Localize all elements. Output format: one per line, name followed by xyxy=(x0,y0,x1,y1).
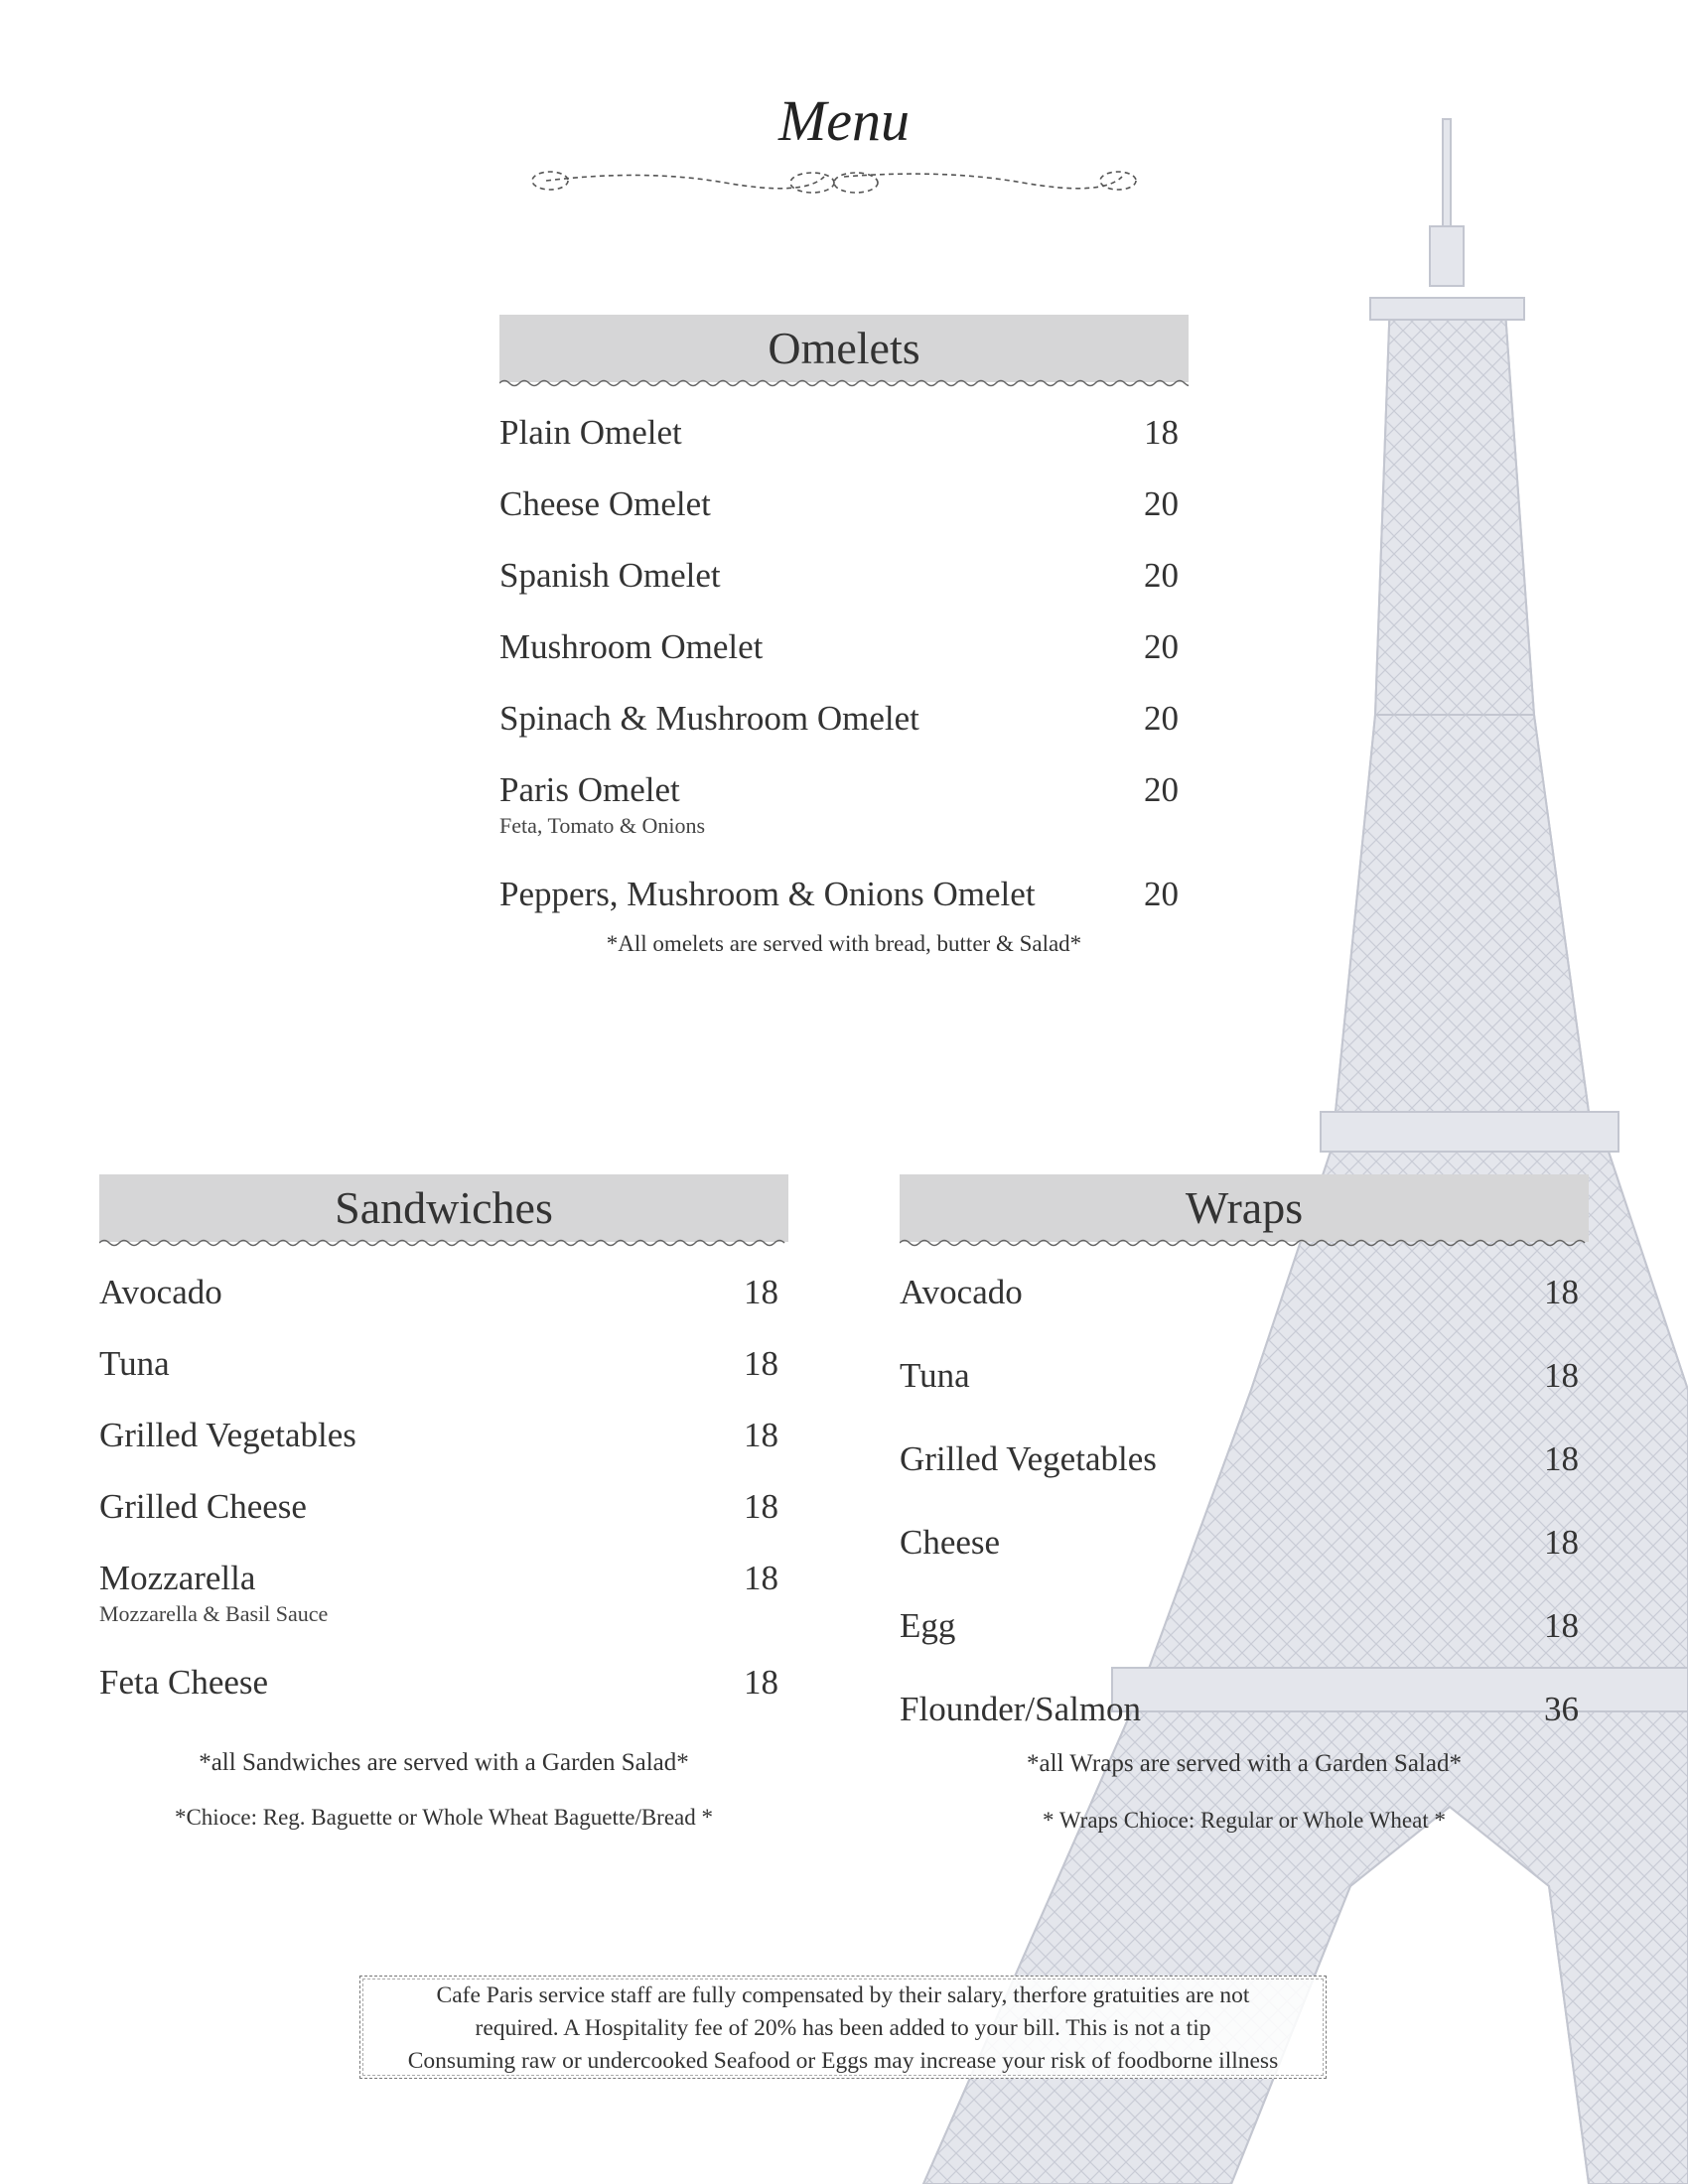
flourish-divider xyxy=(526,159,1142,199)
wavy-edge xyxy=(99,1239,788,1249)
menu-item xyxy=(99,1662,788,1749)
item-name: Mushroom Omelet xyxy=(499,627,764,666)
menu-item xyxy=(499,555,1189,626)
item-name: Grilled Vegetables xyxy=(900,1439,1157,1478)
menu-item xyxy=(900,1689,1589,1750)
menu-item xyxy=(900,1522,1589,1605)
item-name: Feta Cheese xyxy=(99,1663,269,1702)
wavy-edge xyxy=(499,379,1189,389)
item-name: Avocado xyxy=(900,1273,1023,1311)
wraps-section xyxy=(900,1174,1589,1834)
item-price: 18 xyxy=(1544,1523,1579,1562)
menu-item xyxy=(99,1343,788,1415)
menu-item xyxy=(900,1605,1589,1689)
item-description: Feta, Tomato & Onions xyxy=(499,813,706,838)
item-price: 18 xyxy=(1544,1439,1579,1478)
wavy-edge xyxy=(900,1239,1589,1249)
wraps-choice-note: * Wraps Chioce: Regular or Whole Wheat * xyxy=(1043,1808,1446,1833)
item-name: Mozzarella xyxy=(99,1559,256,1597)
item-description: Mozzarella & Basil Sauce xyxy=(99,1601,329,1626)
item-price: 18 xyxy=(1544,1606,1579,1645)
item-price: 20 xyxy=(1144,875,1179,913)
item-name: Grilled Cheese xyxy=(99,1487,307,1526)
menu-item xyxy=(900,1355,1589,1438)
item-name: Plain Omelet xyxy=(499,413,682,452)
item-name: Grilled Vegetables xyxy=(99,1416,356,1454)
item-name: Paris Omelet xyxy=(499,770,680,809)
item-price: 20 xyxy=(1144,770,1179,809)
item-name: Tuna xyxy=(99,1344,170,1383)
item-name: Cheese xyxy=(900,1523,1001,1562)
item-name: Tuna xyxy=(900,1356,970,1395)
item-price: 36 xyxy=(1544,1690,1579,1728)
disclaimer-line: Cafe Paris service staff are fully compensated by their salary, therfore gratuities are not xyxy=(436,1982,1250,2008)
menu-item xyxy=(499,769,1189,874)
menu-item xyxy=(499,874,1189,931)
item-price: 18 xyxy=(1544,1273,1579,1311)
wraps-banner xyxy=(900,1174,1589,1242)
item-price: 18 xyxy=(744,1559,778,1597)
item-price: 20 xyxy=(1144,556,1179,595)
omelets-note: *All omelets are served with bread, butter & Salad* xyxy=(606,931,1082,956)
sandwiches-bread-note: *Chioce: Reg. Baguette or Whole Wheat Baguette/Bread * xyxy=(174,1805,714,1830)
wraps-note: *all Wraps are served with a Garden Salad* xyxy=(1027,1750,1462,1777)
omelets-section xyxy=(499,315,1189,957)
item-price: 20 xyxy=(1144,627,1179,666)
menu-item xyxy=(99,1272,788,1343)
item-price: 18 xyxy=(1544,1356,1579,1395)
sandwiches-heading: Sandwiches xyxy=(335,1182,553,1233)
menu-item xyxy=(99,1415,788,1486)
menu-item xyxy=(99,1558,788,1662)
item-name: Cheese Omelet xyxy=(499,484,711,523)
item-name: Flounder/Salmon xyxy=(900,1690,1142,1728)
menu-item xyxy=(499,698,1189,769)
sandwiches-note: *all Sandwiches are served with a Garden Salad* xyxy=(199,1749,689,1776)
menu-item xyxy=(499,626,1189,698)
item-price: 18 xyxy=(1144,413,1179,452)
item-price: 18 xyxy=(744,1663,778,1702)
page-title: Menu xyxy=(777,88,911,153)
disclaimer-line: Consuming raw or undercooked Seafood or Eggs may increase your risk of foodborne illness xyxy=(407,2048,1279,2074)
item-price: 18 xyxy=(744,1487,778,1526)
omelets-banner xyxy=(499,315,1189,382)
item-name: Avocado xyxy=(99,1273,222,1311)
item-name: Spinach & Mushroom Omelet xyxy=(499,699,919,738)
item-price: 20 xyxy=(1144,484,1179,523)
item-name: Spanish Omelet xyxy=(499,556,721,595)
menu-item xyxy=(499,483,1189,555)
item-price: 18 xyxy=(744,1344,778,1383)
item-name: Peppers, Mushroom & Onions Omelet xyxy=(499,875,1036,913)
disclaimer-line: required. A Hospitality fee of 20% has been added to your bill. This is not a tip xyxy=(475,2015,1211,2041)
item-name: Egg xyxy=(900,1606,956,1645)
wraps-heading: Wraps xyxy=(1185,1182,1304,1233)
sandwiches-banner xyxy=(99,1174,788,1242)
item-price: 20 xyxy=(1144,699,1179,738)
sandwiches-section xyxy=(99,1174,788,1831)
menu-item xyxy=(99,1486,788,1558)
service-disclaimer xyxy=(359,1976,1327,2079)
item-price: 18 xyxy=(744,1273,778,1311)
omelets-heading: Omelets xyxy=(768,323,920,373)
menu-item xyxy=(900,1272,1589,1355)
menu-item xyxy=(900,1438,1589,1522)
menu-item xyxy=(499,412,1189,483)
item-price: 18 xyxy=(744,1416,778,1454)
